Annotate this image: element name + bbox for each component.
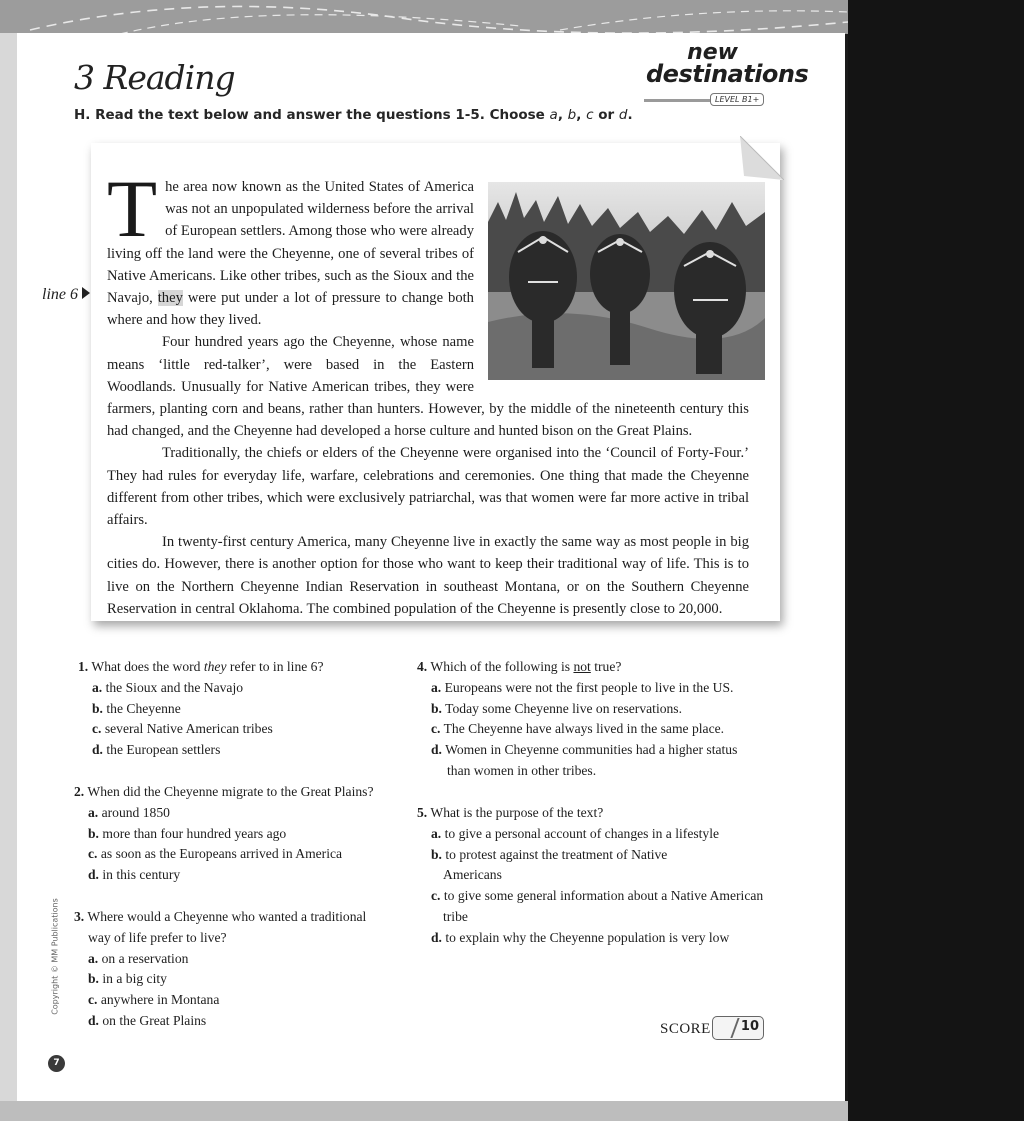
option-5b[interactable]: b. to protest against the treatment of Native: [431, 846, 668, 862]
option-1b[interactable]: b. the Cheyenne: [92, 700, 181, 716]
option-3a[interactable]: a. on a reservation: [88, 950, 189, 966]
option-3b[interactable]: b. in a big city: [88, 971, 167, 987]
option-4d[interactable]: d. Women in Cheyenne communities had a higher status: [431, 742, 738, 758]
question-4: 4. Which of the following is not true? a. Europeans were not the first people to live in the US. b. Today some Cheyenne live on reservations. c. The Cheyenne have always lived in the same place. d. Women in Cheyenne communities had a higher status than women in other tribes.: [417, 659, 738, 778]
left-page-edge: [0, 33, 17, 1101]
question-1: 1. What does the word they refer to in line 6? a. the Sioux and the Navajo b. the Cheyenne c. several Native American tribes d. the European settlers: [78, 657, 324, 761]
score-total: 10: [740, 1019, 759, 1034]
cheyenne-dancers-photo: [488, 182, 765, 380]
top-band: [0, 0, 848, 34]
arrow-right-icon: [82, 287, 90, 299]
page-number-badge: 7: [48, 1055, 65, 1072]
dark-margin: [848, 0, 1024, 1121]
score-slash: [730, 1018, 739, 1038]
highlighted-word-they: they: [157, 290, 183, 307]
section-title: 3 Reading: [74, 58, 235, 97]
option-5a[interactable]: a. to give a personal account of changes in a lifestyle: [431, 825, 720, 841]
task-instruction: H. Read the text below and answer the questions 1-5. Choose a, b, c or d.: [74, 107, 633, 123]
dashed-route-decoration: [0, 0, 848, 34]
logo-bar: [644, 99, 710, 102]
option-5c[interactable]: c. to give some general information about a Native American: [431, 888, 764, 904]
logo-line-1: new: [687, 40, 738, 65]
option-4c[interactable]: c. The Cheyenne have always lived in the same place.: [431, 721, 725, 737]
option-1a[interactable]: a. the Sioux and the Navajo: [92, 679, 244, 695]
option-2d[interactable]: d. in this century: [88, 867, 181, 883]
option-2c[interactable]: c. as soon as the Europeans arrived in America: [88, 846, 343, 862]
paragraph-2: Four hundred years ago the Cheyenne, whose name means ‘little red-talker’, were based in the Eastern Woodlands. Unusually for Native American tribes, they were farmers, planting corn and beans, rather than hunters. However, by the middle of the nineteenth century this had changed, and the Cheyenne had developed a horse culture and hunted bison on the Great Plains.: [107, 334, 749, 440]
question-3: 3. Where would a Cheyenne who wanted a traditional way of life prefer to live? a. on a reservation b. in a big city c. anywhere in Montana d. on the Great Plains: [74, 907, 366, 1032]
line-6-marker: line 6: [42, 286, 90, 304]
logo-line-2: destinations: [646, 60, 809, 88]
copyright-notice: Copyright © MM Publications: [50, 898, 60, 1015]
level-badge: LEVEL B1+: [710, 93, 764, 106]
question-5: 5. What is the purpose of the text? a. to give a personal account of changes in a lifestyle b. to protest against the treatment of Native Americans c. to give some general information about a Native American tribe d. to explain why the Cheyenne population is very low: [417, 803, 763, 949]
series-logo: [644, 40, 809, 112]
option-3c[interactable]: c. anywhere in Montana: [88, 992, 220, 1008]
option-1d[interactable]: d. the European settlers: [92, 742, 221, 758]
drop-cap: T: [107, 163, 158, 254]
option-4a[interactable]: a. Europeans were not the first people to live in the US.: [431, 679, 734, 695]
score-label: SCORE: [660, 1021, 711, 1037]
bottom-band: [0, 1101, 848, 1121]
option-2b[interactable]: b. more than four hundred years ago: [88, 825, 287, 841]
reading-passage: [107, 163, 749, 620]
paragraph-1: The area now known as the United States of America was not an unpopulated wilderness before the arrival of European settlers. Among those who were already living off the land were the Cheyenne, one of several tribes of Native Americans. Like other tribes, such as the Sioux and the Navajo, they were put under a lot of pressure to change both where and how they lived.: [107, 163, 474, 329]
paragraph-3: Traditionally, the chiefs or elders of the Cheyenne were organised into the ‘Council of Forty-Four.’ They had rules for everyday life, warfare, celebrations and ceremonies. One thing that made the Cheyenne different from other tribes, which were exclusively patriarchal, was that women were far more active in tribal affairs.: [107, 445, 749, 529]
page-curl-icon: [740, 136, 784, 180]
score-box[interactable]: [712, 1016, 764, 1040]
paragraph-4: In twenty-first century America, many Cheyenne live in exactly the same way as most people in big cities do. However, there is another option for those who want to keep their traditional way of life. This is to live on the Northern Cheyenne Indian Reservation in southeast Montana, or on the Southern Cheyenne Reservation in central Oklahoma. The combined population of the Cheyenne is presently close to 20,000.: [107, 534, 749, 617]
option-5d[interactable]: d. to explain why the Cheyenne population is very low: [431, 929, 730, 945]
option-2a[interactable]: a. around 1850: [88, 804, 170, 820]
question-2: 2. When did the Cheyenne migrate to the Great Plains? a. around 1850 b. more than four hundred years ago c. as soon as the Europeans arrived in America d. in this century: [74, 782, 374, 886]
option-4b[interactable]: b. Today some Cheyenne live on reservations.: [431, 700, 682, 716]
option-3d[interactable]: d. on the Great Plains: [88, 1012, 207, 1028]
option-1c[interactable]: c. several Native American tribes: [92, 721, 273, 737]
